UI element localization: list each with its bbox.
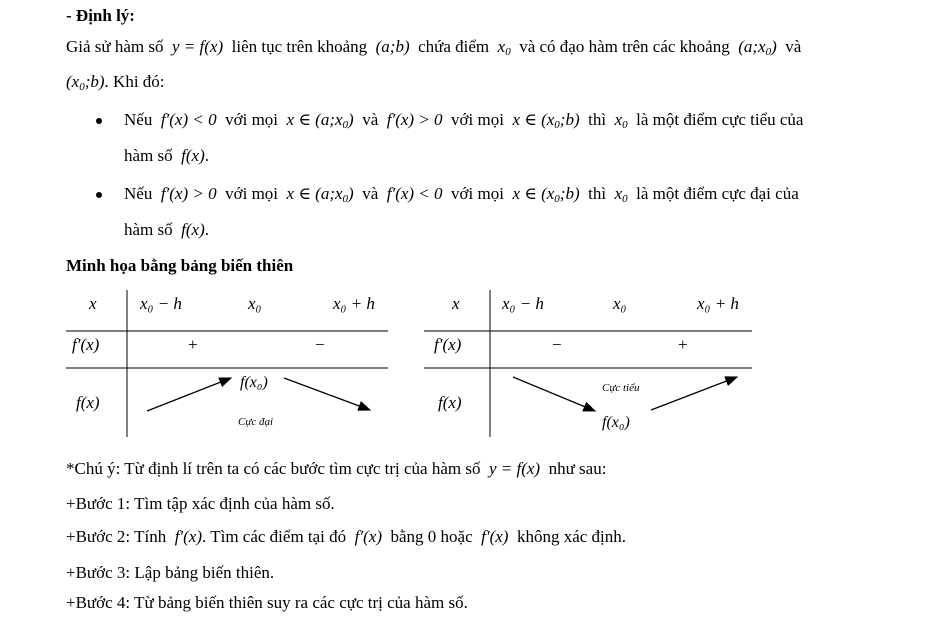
t2-sign-right: + xyxy=(678,335,688,354)
bullet-2-voi-moi-2: với mọi xyxy=(451,184,504,203)
bullet-2-va: và xyxy=(362,184,379,203)
bullet-1-voi-moi-2: với mọi xyxy=(451,110,504,129)
bullet-2-domain2: x ∈ $(x_0;b)$ xyxy=(512,184,580,205)
table-minimum xyxy=(424,290,752,437)
bullet-1-ham-so: hàm số xyxy=(124,146,173,165)
illustration-title: Minh họa bằng bảng biến thiên xyxy=(66,256,294,275)
theorem-text-b: liên tục trên khoảng xyxy=(231,37,368,56)
bullet-2-tail: là một điểm cực đại của xyxy=(636,184,799,203)
bullet-1-x0: $x_0$ xyxy=(614,110,628,131)
bullet-1-domain1: x ∈ $(a;x_0)$ xyxy=(286,110,354,131)
bullet-1-domain2: x ∈ $(x_0;b)$ xyxy=(512,110,580,131)
bullet-1-thi: thì xyxy=(588,110,607,129)
t1-row-f: f(x) xyxy=(76,393,100,412)
bullet-1-line-2: hàm số f(x). xyxy=(124,146,209,165)
bullet-1-cond1: f′(x) < 0 xyxy=(160,110,217,129)
step-2-d: không xác định. xyxy=(516,527,627,546)
step-2-c: bằng 0 hoặc xyxy=(390,527,473,546)
note-formula-y-eq-fx: y = f(x) xyxy=(488,459,541,478)
t2-note: Cực tiểu xyxy=(602,382,640,394)
bullet-1-voi-moi: với mọi xyxy=(225,110,279,129)
t2-trough-label: f(x₀) xyxy=(602,414,630,431)
step-2-a: +Bước 2: Tính xyxy=(66,527,167,546)
t2-row-fprime: f′(x) xyxy=(434,335,462,354)
t1-col-x0-minus-h: x₀ − h xyxy=(140,294,182,313)
bullet-2-x0: $x_0$ xyxy=(614,184,628,205)
theorem-line-2-end: . Khi đó: xyxy=(104,72,165,91)
t1-arrow-down xyxy=(284,378,370,410)
bullet-1-cond2: f′(x) > 0 xyxy=(386,110,443,129)
t1-col-x0-plus-h: x₀ + h xyxy=(333,294,375,313)
theorem-text-a: Giả sử hàm số xyxy=(66,37,164,56)
t1-arrow-up xyxy=(147,378,231,411)
t2-row-f: f(x) xyxy=(438,393,462,412)
bullet-2-domain1: x ∈ $(a;x_0)$ xyxy=(286,184,354,205)
t1-row-x: x xyxy=(89,294,97,313)
step-3: +Bước 3: Lập bảng biến thiên. xyxy=(66,563,275,582)
t2-col-x0-minus-h: x₀ − h xyxy=(502,294,544,313)
theorem-text-e: và xyxy=(785,37,802,56)
t1-sign-right: − xyxy=(315,335,325,354)
bullet-2-neu: Nếu xyxy=(124,184,153,203)
bullet-2-cond2: f′(x) < 0 xyxy=(386,184,443,203)
theorem-text-c: chứa điểm xyxy=(418,37,490,56)
bullet-2-fx: f(x) xyxy=(181,220,205,239)
theorem-text-d: và có đạo hàm trên các khoảng xyxy=(519,37,730,56)
t1-sign-left: + xyxy=(188,335,198,354)
t2-row-x: x xyxy=(452,294,460,313)
t2-arrow-down xyxy=(513,377,595,411)
t2-arrow-up xyxy=(651,377,737,410)
step-2-b: . Tìm các điểm tại đó xyxy=(202,527,347,546)
bullet-2-cond1: f′(x) > 0 xyxy=(160,184,217,203)
t1-row-fprime: f′(x) xyxy=(72,335,100,354)
bullet-1-va: và xyxy=(362,110,379,129)
t2-sign-left: − xyxy=(552,335,562,354)
t1-note: Cực đại xyxy=(238,416,274,428)
step-2 xyxy=(66,527,626,547)
bullet-2-line-2: hàm số f(x). xyxy=(124,220,209,239)
note-intro-b: như sau: xyxy=(548,459,607,478)
step-2-fprime-3: f′(x) xyxy=(481,527,509,546)
formula-x0: $x_0$ xyxy=(497,37,511,58)
section-heading: - Định lý: xyxy=(66,6,135,25)
bullet-2-voi-moi: với mọi xyxy=(225,184,279,203)
bullet-2-thi: thì xyxy=(588,184,607,203)
t1-peak-label: f(x₀) xyxy=(240,374,268,391)
step-2-fprime-1: f′(x) xyxy=(174,527,203,546)
formula-y-eq-fx: y = f(x) xyxy=(172,37,224,56)
bullet-2-ham-so: hàm số xyxy=(124,220,173,239)
formula-interval-x0-b: $(x_0;b)$ xyxy=(66,72,105,93)
table-maximum xyxy=(66,290,388,437)
step-1: +Bước 1: Tìm tập xác định của hàm số. xyxy=(66,494,335,513)
step-2-fprime-2: f′(x) xyxy=(354,527,382,546)
t2-col-x0: x₀ xyxy=(613,294,627,313)
formula-interval-ab: (a;b) xyxy=(375,37,410,56)
t2-col-x0-plus-h: x₀ + h xyxy=(697,294,739,313)
note-intro-a: *Chú ý: Từ định lí trên ta có các bước tìm cực trị của hàm số xyxy=(66,459,481,478)
bullet-1-fx: f(x) xyxy=(181,146,205,165)
formula-interval-a-x0: $(a;x_0)$ xyxy=(738,37,777,58)
t1-col-x0: x₀ xyxy=(248,294,262,313)
bullet-1-tail: là một điểm cực tiểu của xyxy=(636,110,804,129)
note-intro xyxy=(66,459,606,479)
step-4: +Bước 4: Từ bảng biến thiên suy ra các cực trị của hàm số. xyxy=(66,593,468,612)
bullet-1-neu: Nếu xyxy=(124,110,153,129)
